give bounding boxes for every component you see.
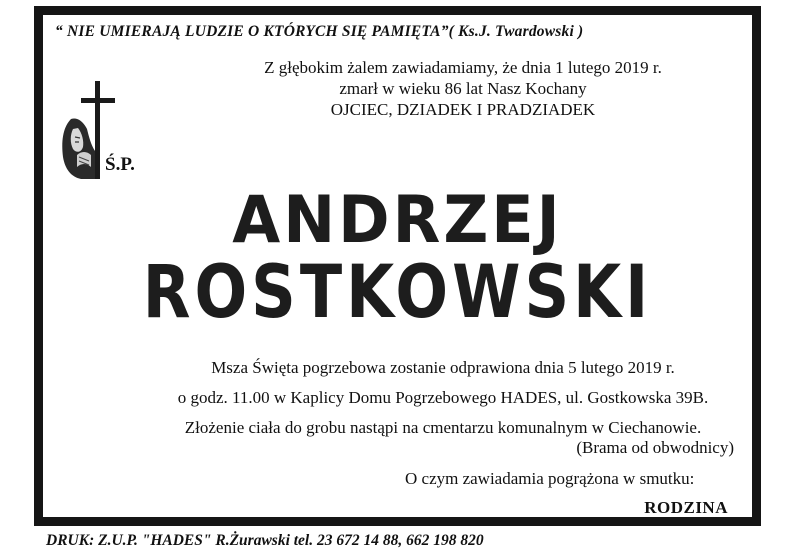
intro-line-3: OJCIEC, DZIADEK I PRADZIADEK <box>330 100 596 119</box>
gate-note: (Brama od obwodnicy) <box>576 438 734 457</box>
sp-label: Ś.P. <box>105 154 135 175</box>
notify-line: O czym zawiadamia pogrążona w smutku: <box>405 469 695 488</box>
last-name: ROSTKOWSKI <box>142 248 653 335</box>
printer-footer: DRUK: Z.U.P. "HADES" R.Żurawski tel. 23 672 14 88, 662 198 820 <box>46 532 484 549</box>
details-line-3: Złożenie ciała do grobu nastąpi na cmentarzu komunalnym w Ciechanowie. <box>184 418 702 437</box>
obituary-frame <box>34 6 761 526</box>
family-signature: RODZINA <box>644 498 728 517</box>
intro-line-1: Z głębokim żalem zawiadamiamy, że dnia 1 lutego 2019 r. <box>264 58 662 77</box>
funeral-details <box>123 353 763 443</box>
details-line-2: o godz. 11.00 w Kaplicy Domu Pogrzebowego HADES, ul. Gostkowska 39B. <box>177 388 709 407</box>
details-line-1: Msza Święta pogrzebowa zostanie odprawiona dnia 5 lutego 2019 r. <box>211 358 675 377</box>
intro-line-2: zmarł w wieku 86 lat Nasz Kochany <box>339 79 587 98</box>
first-name: ANDRZEJ <box>232 181 563 258</box>
intro-block <box>193 57 733 120</box>
header-quote: “ NIE UMIERAJĄ LUDZIE O KTÓRYCH SIĘ PAMIĘTA”( Ks.J. Twardowski ) <box>55 23 584 40</box>
